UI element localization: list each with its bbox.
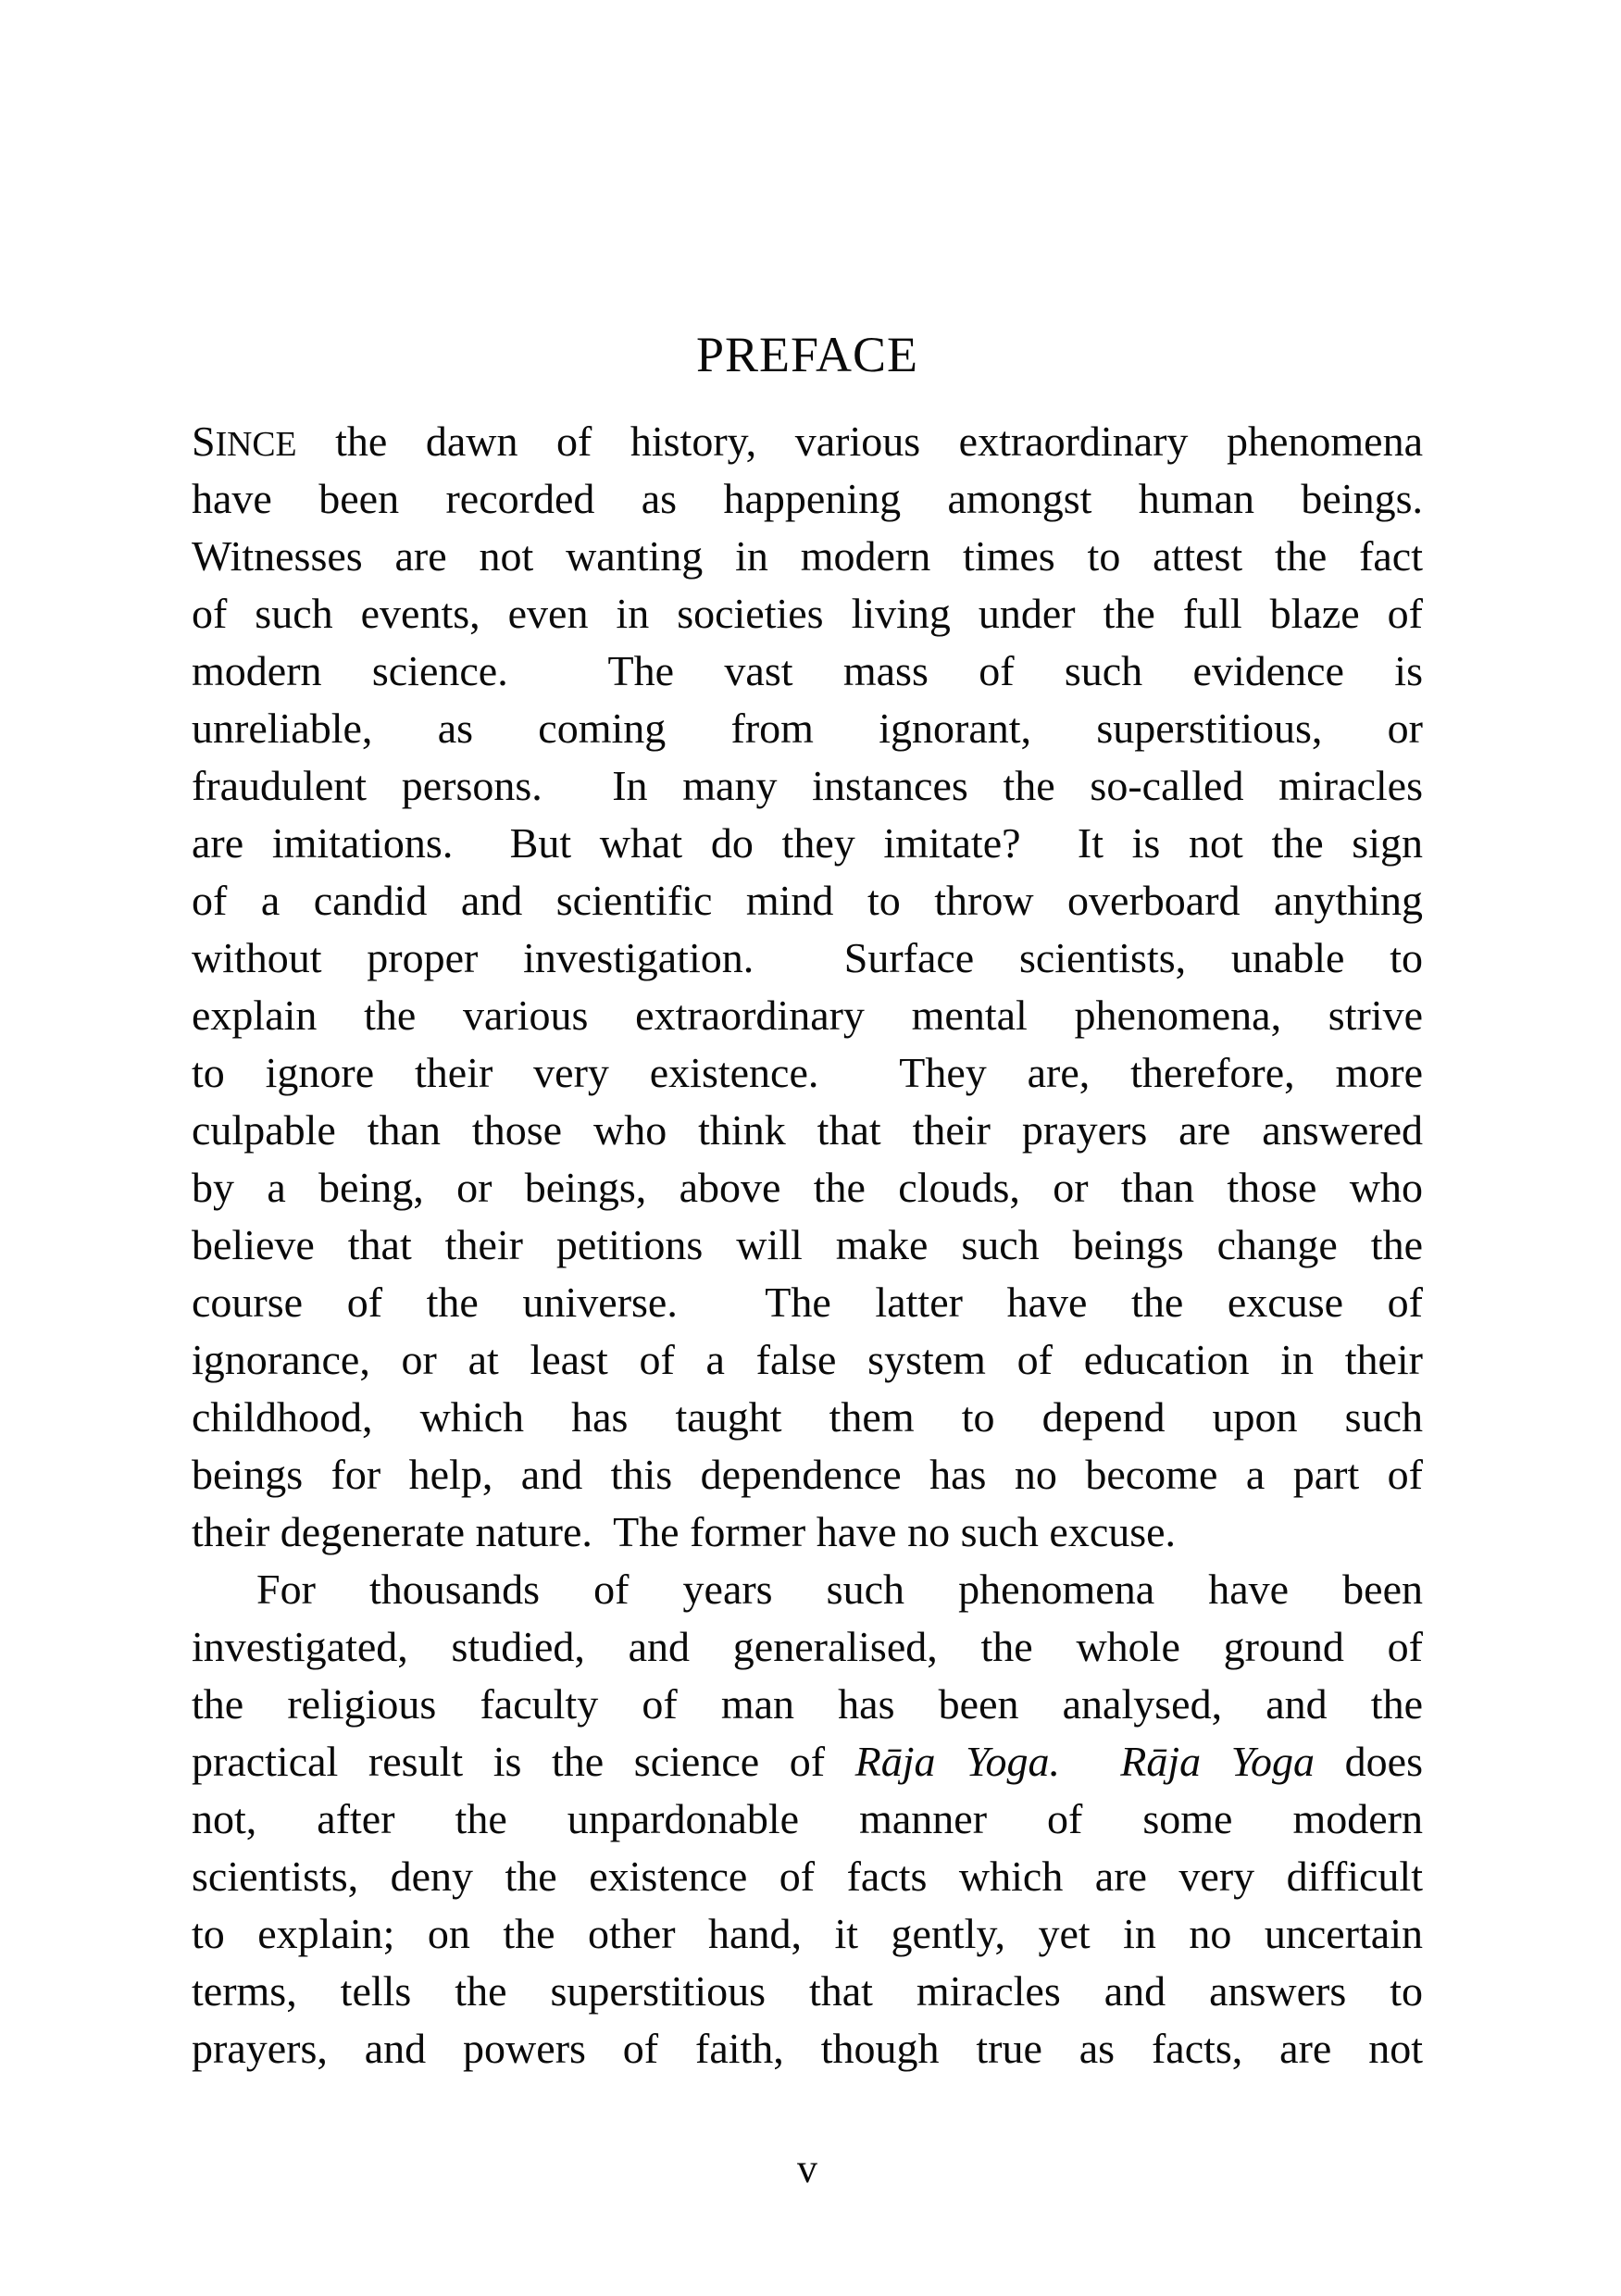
text-line — [192, 1044, 1423, 1102]
text-line — [192, 528, 1423, 585]
text-line — [192, 1102, 1423, 1159]
text-segment: ignorance, or at least of a false system of education in their — [192, 1336, 1423, 1383]
text-line — [192, 1561, 1423, 1618]
text-segment: by a being, or beings, above the clouds, or than those who — [192, 1164, 1423, 1211]
text-segment: S — [192, 418, 216, 465]
text-segment: to ignore their very existence. They are, therefore, more — [192, 1049, 1423, 1096]
text-line — [192, 643, 1423, 700]
text-line — [192, 1791, 1423, 1848]
text-segment: investigated, studied, and generalised, the whole ground of — [192, 1623, 1423, 1670]
paragraph — [192, 413, 1423, 1561]
page-number: v — [797, 2146, 817, 2191]
text-segment: of a candid and scientific mind to throw overboard anything — [192, 877, 1423, 924]
text-segment: believe that their petitions will make such beings change the — [192, 1221, 1423, 1268]
text-line — [192, 1848, 1423, 1905]
text-segment: childhood, which has taught them to depend upon such — [192, 1393, 1423, 1441]
text-segment: fraudulent persons. In many instances the so-called miracles — [192, 762, 1423, 809]
text-line — [192, 1159, 1423, 1217]
text-segment: the religious faculty of man has been analysed, and the — [192, 1680, 1423, 1728]
text-line — [192, 585, 1423, 643]
paragraph — [192, 1561, 1423, 2078]
text-segment: For thousands of years such phenomena have been — [256, 1566, 1423, 1613]
text-line — [192, 1446, 1423, 1504]
text-line — [192, 1504, 1423, 1561]
text-segment: of such events, even in societies living under the full blaze of — [192, 590, 1423, 637]
text-line — [192, 1905, 1423, 1963]
text-segment: course of the universe. The latter have the excuse of — [192, 1279, 1423, 1326]
text-line — [192, 1389, 1423, 1446]
text-segment-italic: Rāja Yoga. — [854, 1738, 1061, 1785]
text-line — [192, 413, 1423, 470]
text-line — [192, 930, 1423, 987]
text-line — [192, 872, 1423, 930]
text-segment: modern science. The vast mass of such evidence is — [192, 647, 1423, 694]
text-segment: terms, tells the superstitious that miracles and answers to — [192, 1967, 1423, 2015]
text-segment: does — [1315, 1738, 1423, 1785]
text-segment: the dawn of history, various extraordinary phenomena — [296, 418, 1423, 465]
text-segment: are imitations. But what do they imitate? It is not the sign — [192, 819, 1423, 867]
text-segment-smallcaps: INCE — [215, 425, 297, 464]
text-segment: explain the various extraordinary mental phenomena, strive — [192, 992, 1423, 1039]
text-segment: practical result is the science of — [192, 1738, 855, 1785]
text-line — [192, 1963, 1423, 2020]
text-line — [192, 2020, 1423, 2078]
text-segment: culpable than those who think that their prayers are answered — [192, 1106, 1423, 1154]
text-segment — [1060, 1738, 1120, 1785]
text-line — [192, 757, 1423, 815]
page-body — [192, 413, 1423, 2078]
text-segment: not, after the unpardonable manner of some modern — [192, 1795, 1423, 1842]
text-segment: beings for help, and this dependence has no become a part of — [192, 1451, 1423, 1498]
text-segment: have been recorded as happening amongst human beings. — [192, 475, 1423, 522]
text-segment: scientists, deny the existence of facts which are very difficult — [192, 1853, 1423, 1900]
text-line — [192, 1733, 1423, 1791]
text-line — [192, 1676, 1423, 1733]
text-line — [192, 1217, 1423, 1274]
text-line — [192, 700, 1423, 757]
page-title: PREFACE — [695, 327, 919, 382]
text-segment: Witnesses are not wanting in modern times to attest the fact — [192, 532, 1423, 580]
text-segment-italic: Rāja Yoga — [1120, 1738, 1316, 1785]
text-line — [192, 1274, 1423, 1331]
text-segment: to explain; on the other hand, it gently, yet in no uncertain — [192, 1910, 1423, 1957]
text-line — [192, 987, 1423, 1044]
text-line — [192, 1618, 1423, 1676]
text-line — [192, 1331, 1423, 1389]
text-segment: their degenerate nature. The former have no such excuse. — [192, 1508, 1177, 1555]
text-segment: without proper investigation. Surface scientists, unable to — [192, 934, 1423, 981]
text-segment: unreliable, as coming from ignorant, superstitious, or — [192, 705, 1423, 752]
text-line — [192, 815, 1423, 872]
text-line — [192, 470, 1423, 528]
text-segment: prayers, and powers of faith, though true as facts, are not — [192, 2025, 1423, 2072]
